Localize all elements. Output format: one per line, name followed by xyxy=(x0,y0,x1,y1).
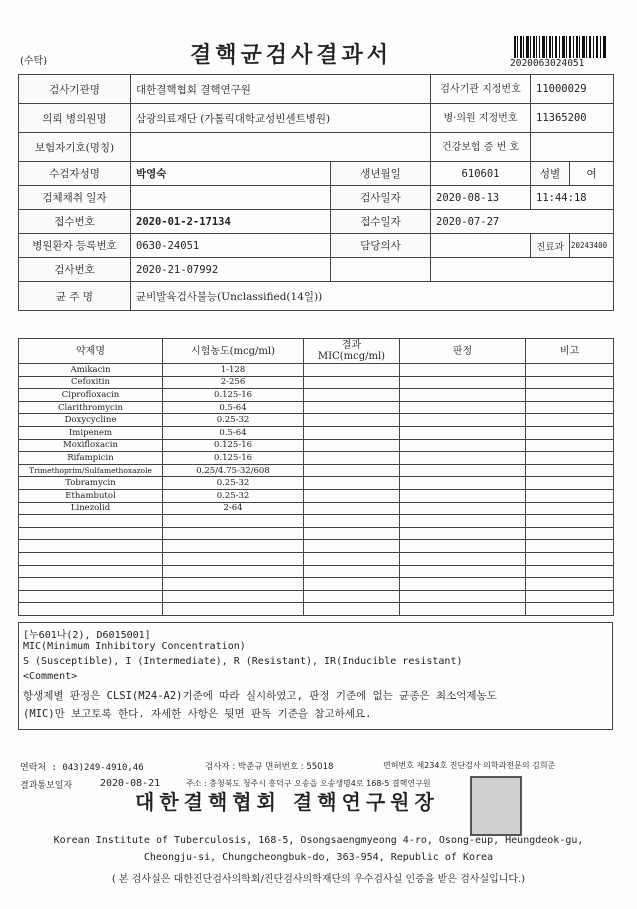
drug-range: 0.125-16 xyxy=(163,439,304,452)
dept-value: 20243400 xyxy=(570,234,614,258)
comment-line-2: (MIC)만 보고토록 한다. 자세한 사항은 뒷면 판독 기준을 참고하세요. xyxy=(23,708,372,720)
barcode-number: 2020063024051 xyxy=(510,58,585,69)
collect-date-label: 검체채취 일자 xyxy=(19,186,131,210)
doctor-value xyxy=(431,234,531,258)
patient-info-table xyxy=(18,74,614,311)
receipt-no-value: 2020-01-2-17134 xyxy=(131,210,331,234)
health-no-value xyxy=(531,133,614,162)
organization-name: 대한결핵협회 결핵연구원장 xyxy=(135,790,439,814)
table-row xyxy=(19,502,614,515)
drug-name: Clarithromycin xyxy=(19,401,163,414)
drug-name: Trimethoprim/Sulfamethoxazole xyxy=(19,464,163,477)
sex-value: 여 xyxy=(570,162,614,186)
drug-name: Linezolid xyxy=(19,502,163,515)
english-address-line-1: Korean Institute of Tuberculosis, 168-5, Osongsaengmyeong 4-ro, Osong-eup, Heungdeok-gu, xyxy=(53,835,584,846)
certification-note: ( 본 검사실은 대한진단검사의학회/진단검사의학재단의 우수검사실 인증을 받은 검사실입니다.) xyxy=(111,874,526,885)
drug-range: 0.25-32 xyxy=(163,414,304,427)
table-row xyxy=(19,452,614,465)
table-row xyxy=(19,603,614,616)
drug-range: 2-64 xyxy=(163,502,304,515)
drug-range: 0.25-32 xyxy=(163,489,304,502)
table-row xyxy=(19,414,614,427)
header-remarks: 비고 xyxy=(526,339,614,364)
dob-value: 610601 xyxy=(431,162,531,186)
insured-label: 보험자기호(명칭) xyxy=(19,133,131,162)
approver: 면허번호 제234호 진단검사 의학과전문의 김희준 xyxy=(383,761,556,770)
drug-range: 0.125-16 xyxy=(163,452,304,465)
drug-name: Moxifloxacin xyxy=(19,439,163,452)
header-test-concentration: 시험농도(mcg/ml) xyxy=(163,339,304,364)
org-label: 검사기관명 xyxy=(19,75,131,104)
table-row xyxy=(19,489,614,502)
english-address-line-2: Cheongju-si, Chungcheongbuk-do, 363-954, Republic of Korea xyxy=(143,852,494,863)
test-no-blank-1 xyxy=(331,258,431,282)
org-id-label: 검사기관 지정번호 xyxy=(431,75,531,104)
header-mic: MIC(mcg/ml) xyxy=(317,351,386,362)
dept-label: 진료과 xyxy=(531,234,570,258)
table-row xyxy=(19,464,614,477)
test-date-label: 검사일자 xyxy=(331,186,431,210)
strain-value: 균비발육검사불능(Unclassified(14일)) xyxy=(131,282,614,311)
drug-name: Tobramycin xyxy=(19,477,163,490)
test-no-label: 검사번호 xyxy=(19,258,131,282)
report-date-label: 결과통보일자 xyxy=(20,781,73,791)
table-row xyxy=(19,527,614,540)
comment-legend: S (Susceptible), I (Intermediate), R (Resistant), IR(Inducible resistant) xyxy=(23,656,463,667)
drug-range: 0.25-32 xyxy=(163,477,304,490)
client-value: 삼광의료재단 (가톨릭대학교성빈센트병원) xyxy=(131,104,431,133)
header-drug: 약제명 xyxy=(19,339,163,364)
patient-label: 수검자성명 xyxy=(19,162,131,186)
table-row xyxy=(19,552,614,565)
test-date-value: 2020-08-13 xyxy=(431,186,531,210)
drug-range: 0.25/4.75-32/608 xyxy=(163,464,304,477)
drug-range: 0.5-64 xyxy=(163,401,304,414)
drug-name: Imipenem xyxy=(19,426,163,439)
receipt-date-value: 2020-07-27 xyxy=(431,210,614,234)
doctor-label: 담당의사 xyxy=(331,234,431,258)
dob-label: 생년월일 xyxy=(331,162,431,186)
table-row xyxy=(19,515,614,528)
comment-mic: MIC(Minimum Inhibitory Concentration) xyxy=(23,641,246,652)
comment-code: [누601나(2), D6015001] xyxy=(23,630,151,641)
drug-name: Ethambutol xyxy=(19,489,163,502)
table-row xyxy=(19,590,614,603)
drug-name: Amikacin xyxy=(19,364,163,377)
table-row xyxy=(19,578,614,591)
table-row xyxy=(19,477,614,490)
header-interpretation: 판정 xyxy=(400,339,526,364)
receipt-no-label: 접수번호 xyxy=(19,210,131,234)
address: 주소 : 충청북도 청주시 흥덕구 오송읍 오송생명4로 168-5 결핵연구원 xyxy=(186,779,431,788)
contact: 연락처 : 043)249-4910,46 xyxy=(20,763,144,773)
hospital-reg-label: 병원환자 등록번호 xyxy=(19,234,131,258)
official-seal xyxy=(470,776,522,836)
org-id-value: 11000029 xyxy=(531,75,614,104)
client-label: 의뢰 병의원명 xyxy=(19,104,131,133)
table-row xyxy=(19,376,614,389)
drug-susceptibility-table xyxy=(18,338,614,616)
test-no-value: 2020-21-07992 xyxy=(131,258,331,282)
drug-name: Doxycycline xyxy=(19,414,163,427)
barcode-icon xyxy=(514,36,606,58)
collect-date-value xyxy=(131,186,331,210)
health-no-label: 건강보험 증 번 호 xyxy=(431,133,531,162)
strain-label: 균 주 명 xyxy=(19,282,131,311)
drug-range: 0.125-16 xyxy=(163,389,304,402)
insured-value xyxy=(131,133,431,162)
header-result: 결과 xyxy=(341,340,362,351)
drug-range: 0.5-64 xyxy=(163,426,304,439)
table-row xyxy=(19,389,614,402)
table-row xyxy=(19,401,614,414)
drug-name: Ciprofloxacin xyxy=(19,389,163,402)
drug-range: 2-256 xyxy=(163,376,304,389)
comment-heading: <Comment> xyxy=(23,671,78,682)
patient-name: 박영숙 xyxy=(131,162,331,186)
drug-name: Cefoxitin xyxy=(19,376,163,389)
table-row xyxy=(19,540,614,553)
table-row xyxy=(19,565,614,578)
table-row xyxy=(19,426,614,439)
comment-box xyxy=(18,622,613,730)
document-title: 결핵균검사결과서 xyxy=(190,42,393,68)
table-row xyxy=(19,439,614,452)
report-date: 2020-08-21 xyxy=(100,778,161,789)
test-time-value: 11:44:18 xyxy=(531,186,614,210)
consignment-tag: (수탁) xyxy=(20,56,48,67)
header-result-mic xyxy=(304,339,400,364)
table-row xyxy=(19,364,614,377)
org-value: 대한결핵협회 결핵연구원 xyxy=(131,75,431,104)
comment-line-1: 항생제별 판정은 CLSI(M24-A2)기준에 따라 실시하였고, 판정 기준에 없는 균종은 최소억제농도 xyxy=(23,690,497,702)
clinic-id-value: 11365200 xyxy=(531,104,614,133)
hospital-reg-value: 0630-24051 xyxy=(131,234,331,258)
tester: 검사자 : 박준규 면허번호 : 55018 xyxy=(205,762,334,772)
test-no-blank-2 xyxy=(431,258,614,282)
drug-name: Rifampicin xyxy=(19,452,163,465)
sex-label: 성별 xyxy=(531,162,570,186)
receipt-date-label: 접수일자 xyxy=(331,210,431,234)
clinic-id-label: 병·의원 지정번호 xyxy=(431,104,531,133)
drug-range: 1-128 xyxy=(163,364,304,377)
drug-rows xyxy=(19,364,614,616)
